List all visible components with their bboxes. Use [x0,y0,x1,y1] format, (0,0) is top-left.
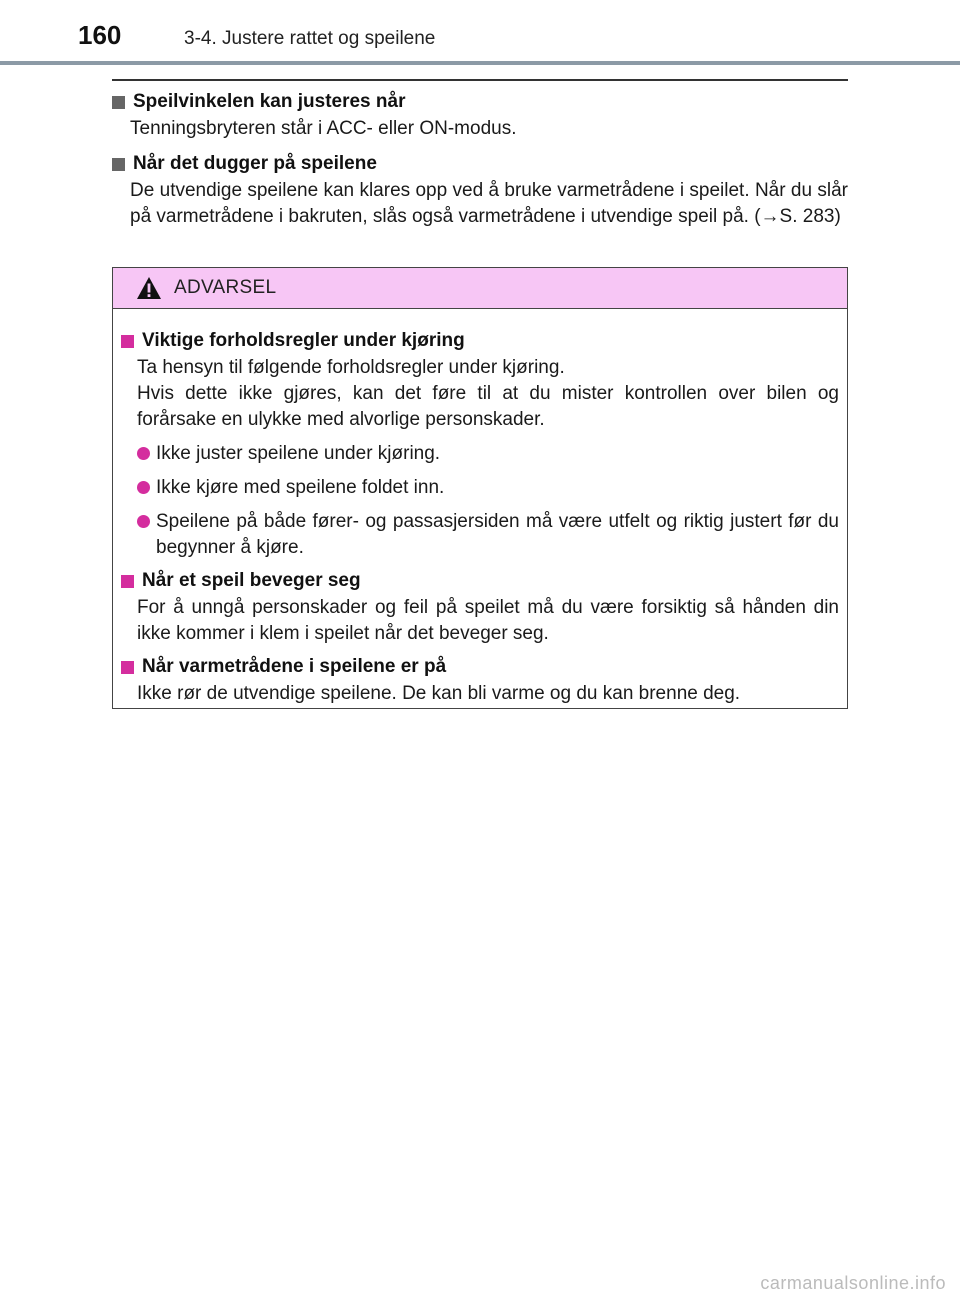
page-header [0,0,960,64]
info-section [112,88,848,238]
bullet-text: Ikke juster speilene under kjøring. [156,443,441,464]
warning-title-bar [113,268,847,309]
warning-line: For å unngå personskader og feil på speilet må du være forsiktig så hånden din ikke kommer i klem i speilet når det beveger seg. [137,597,839,644]
info-heading-text: Speilvinkelen kan justeres når [133,91,406,112]
square-bullet-icon [112,158,125,171]
warning-heading-text: Når et speil beveger seg [142,570,361,591]
square-bullet-icon [121,335,134,348]
info-heading-text: Når det dugger på speilene [133,153,377,174]
section-title: 3-4. Justere rattet og speilene [184,28,436,49]
warning-heading [121,327,839,355]
warning-heading [121,653,839,681]
warning-heading-text: Viktige forholdsregler under kjøring [142,330,465,351]
warning-body [137,681,839,707]
warning-content [113,309,847,707]
warning-line: Ta hensyn til følgende forholdsregler under kjøring. [137,357,565,378]
content-divider [112,79,848,81]
info-body: Tenningsbryteren står i ACC- eller ON-modus. [130,118,517,139]
info-heading [112,150,848,178]
warning-bullet [137,475,839,501]
info-heading [112,88,848,116]
warning-line: Ikke rør de utvendige speilene. De kan bli varme og du kan brenne deg. [137,683,741,704]
warning-box [112,267,848,709]
warning-heading-text: Når varmetrådene i speilene er på [142,656,447,677]
warning-section [121,327,839,561]
warning-body [137,355,839,433]
bullet-text: Speilene på både fører- og passasjersiden må være utfelt og riktig justert før du begynner å kjøre. [156,511,839,558]
square-bullet-icon [121,661,134,674]
warning-bullet [137,441,839,467]
round-bullet-icon [137,447,150,460]
header-rule [0,61,960,65]
warning-body [137,595,839,647]
warning-section [121,653,839,707]
warning-triangle-icon [136,276,162,300]
watermark: carmanualsonline.info [760,1273,946,1293]
round-bullet-icon [137,481,150,494]
warning-bullet [137,509,839,561]
info-item [112,150,848,230]
warning-section [121,567,839,647]
square-bullet-icon [112,96,125,109]
bullet-text: Ikke kjøre med speilene foldet inn. [156,477,445,498]
warning-title: ADVARSEL [174,277,277,298]
square-bullet-icon [121,575,134,588]
info-item [112,88,848,142]
warning-heading [121,567,839,595]
page-number: 160 [78,20,122,50]
round-bullet-icon [137,515,150,528]
info-body: De utvendige speilene kan klares opp ved å bruke varmetrådene i speilet. Når du slår på varmetrådene i bakruten, slås også varmetrådene i utvendige speil på. (→S. 283) [130,180,848,227]
warning-line: Hvis dette ikke gjøres, kan det føre til at du mister kontrollen over bilen og forårsake en ulykke med alvorlige personskader. [137,383,839,430]
